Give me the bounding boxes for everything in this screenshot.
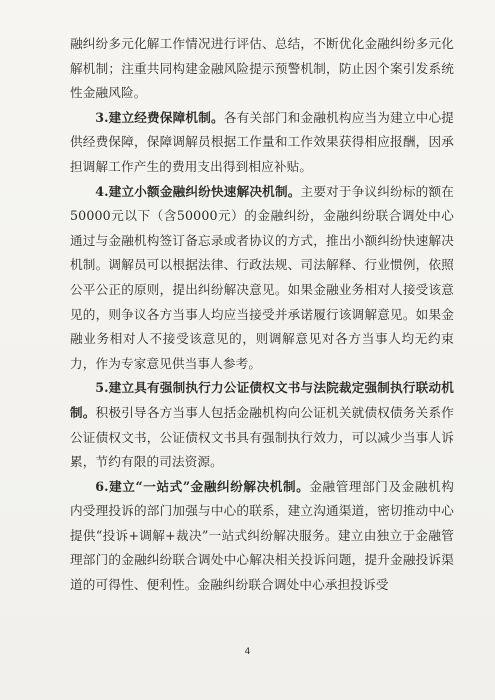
paragraph-continued [70, 32, 454, 106]
paragraph-heading: 3.建立经费保障机制。 [95, 109, 224, 125]
paragraph-heading: 4.建立小额金融纠纷快速解决机制。 [95, 183, 301, 199]
paragraph-small-claims-mechanism [70, 180, 454, 377]
paragraph-heading: 6.建立“一站式”金融纠纷解决机制。 [95, 478, 310, 494]
paragraph-one-stop-mechanism [70, 475, 454, 598]
paragraph-text: 融纠纷多元化解工作情况进行评估、总结，不断优化金融纠纷多元化解机制；注重共同构建金融风险提示预警机制，防止因个案引发系统性金融风险。 [70, 36, 454, 101]
document-body [70, 32, 454, 598]
paragraph-text: 积极引导各方当事人包括金融机构向公证机关就债权债务关系作公证债权文书，公证债权文书具有强制执行效力，可以减少当事人诉累，节约有限的司法资源。 [70, 404, 454, 470]
paragraph-text: 各有关部门和金融机构应当为建立中心提供经费保障，保障调解员根据工作量和工作效果获得相应报酬，因承担调解工作产生的费用支出得到相应补贴。 [70, 109, 454, 174]
page-number: 4 [244, 647, 251, 657]
paragraph-text: 金融管理部门及金融机构内受理投诉的部门加强与中心的联系，建立沟通渠道，密切推动中心提供“投诉+调解+裁决”一站式纠纷解决服务。建立由独立于金融管理部门的金融纠纷联合调处中心解决相关投诉问题，提升金融投诉渠道的可得性、便利性。金融纠纷联合调处中心承担投诉受 [70, 478, 454, 593]
paragraph-funding-mechanism [70, 106, 454, 180]
paragraph-text: 主要对于争议纠纷标的额在50000元以下（含50000元）的金融纠纷，金融纠纷联合调处中心通过与金融机构签订备忘录或者协议的方式，推出小额纠纷快速解决机制。调解员可以根据法律、行政法规、司法解释、行业惯例，依照公平公正的原则，提出纠纷解决意见。如果金融业务相对人接受该意见的，则争议各方当事人均应当接受并承诺履行该调解意见。如果金融业务相对人不接受该意见的，则调解意见对各方当事人均无约束力，作为专家意见供当事人参考。 [70, 183, 454, 371]
paragraph-notarized-enforcement [70, 376, 454, 474]
paragraph-heading: 5.建立具有强制执行力公证债权文书与法院裁定强制执行联动机制。 [70, 380, 454, 420]
